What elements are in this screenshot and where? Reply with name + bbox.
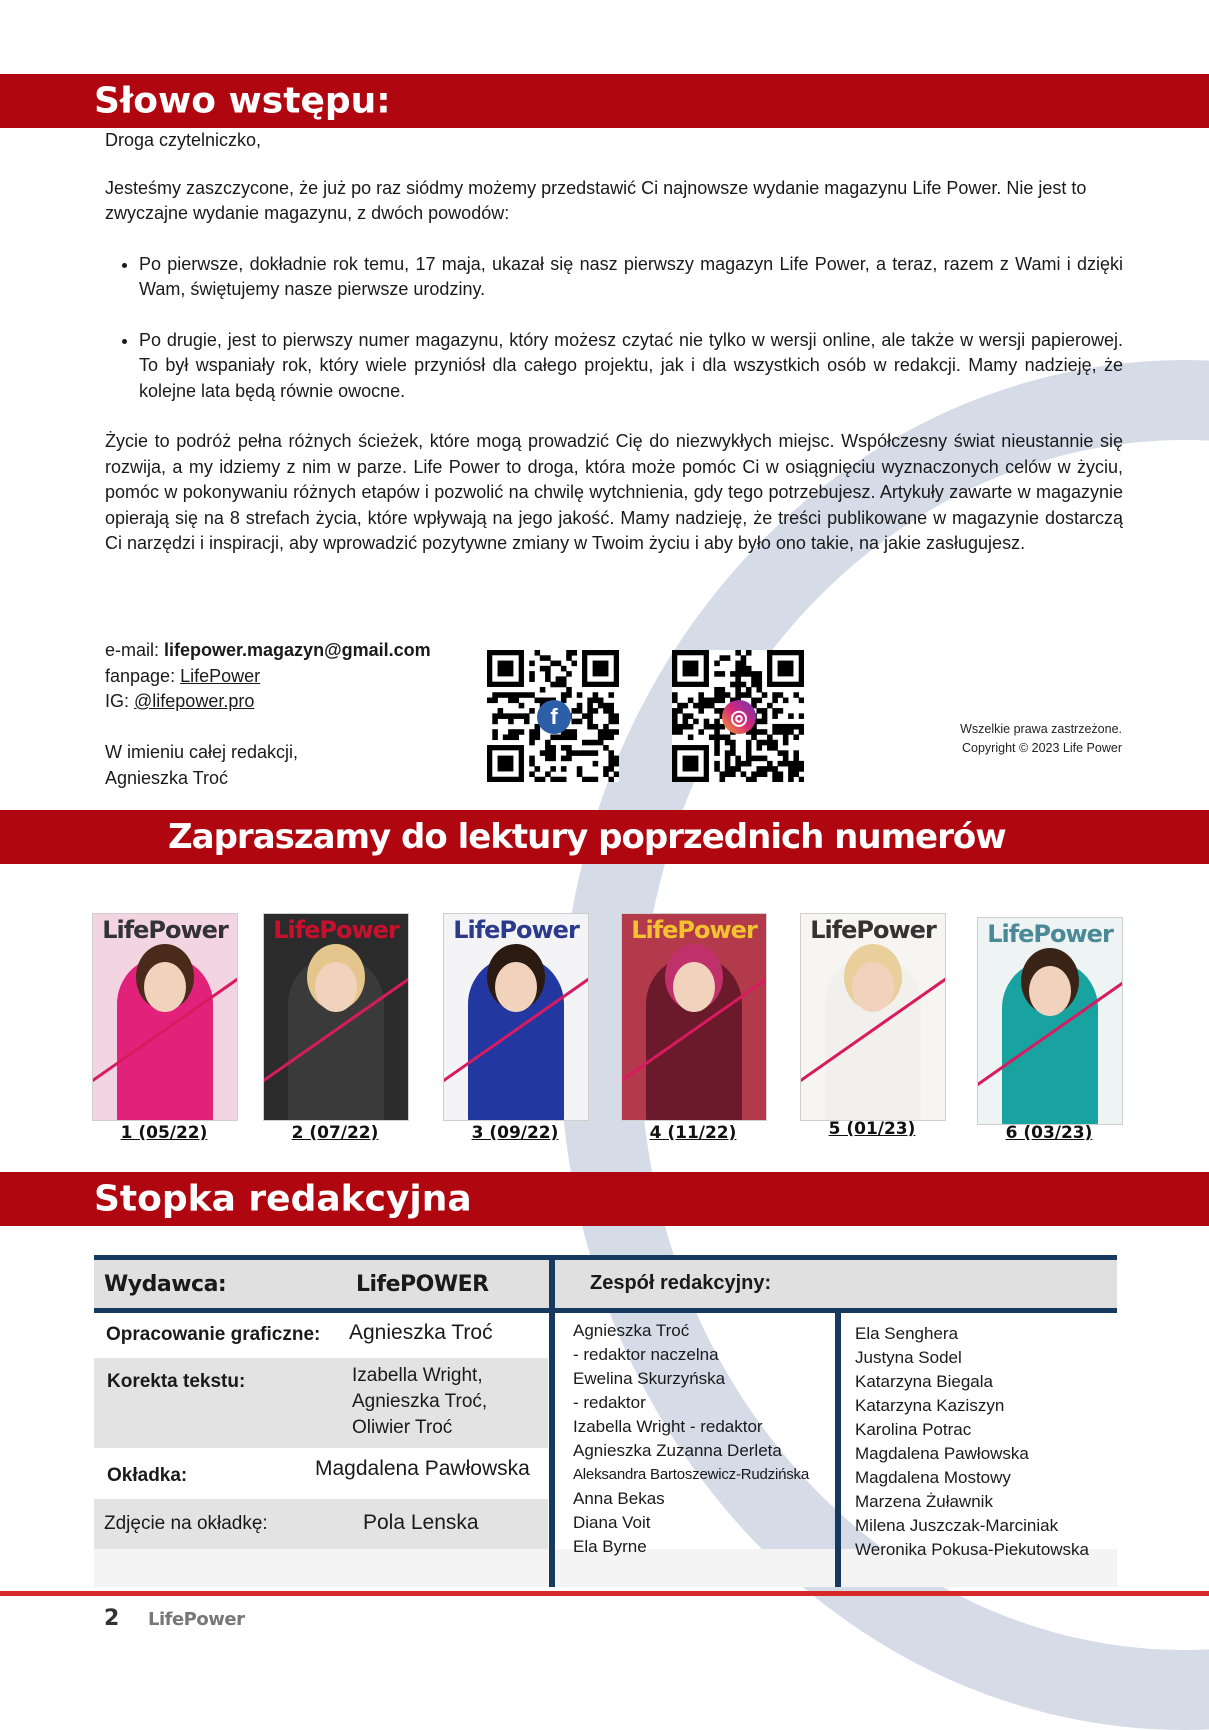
intro-paragraph-2: Życie to podróż pełna różnych ścieżek, które mogą prowadzić Cię do niezwykłych miejsc. Współczesny świat nieustannie się rozwija, a my idziemy z nim w parze. Life Power to droga, która może pomóc Ci w osiągnięciu wyznaczonych celów w życiu, pomóc w pokonywaniu różnych etapów i pozwolić na chwilę wytchnienia, gdy tego potrzebujesz. Artykuły zawarte w magazynie opierają się na 8 strefach życia, które wpływają na jego jakość. Mamy nadzieję, że treści publikowane w magazynie dostarczą Ci narzędzi i inspiracji, aby wprowadzić pozytywne zmiany w Twoim życiu i aby było ono takie, na jakie zasługujesz. [105,431,1123,553]
publisher-value: LifePOWER [356,1272,489,1297]
cover-logo: LifePower [453,916,579,944]
page-number: 2 [104,1606,120,1631]
column-divider [549,1260,555,1587]
intro-bullet-list [105,252,1123,405]
issue-cover[interactable] [977,917,1123,1125]
cover-face [1029,966,1071,1016]
ig-link[interactable]: @lifepower.pro [134,691,255,711]
intro-bullet-1: • Po pierwsze, dokładnie rok temu, 17 maja, ukazał się nasz pierwszy magazyn Life Power, a teraz, razem z Wami i dzięki Wam, świętujemy nasze pierwsze urodziny. [139,252,1123,303]
fanpage-label: fanpage: [105,665,181,686]
proof-person: Oliwier Troć [352,1417,453,1438]
cover-face [495,962,537,1012]
cover-face [673,962,715,1012]
proof-values [352,1363,487,1441]
cover-face [315,962,357,1012]
cover-logo: LifePower [102,916,228,944]
team-member: Diana Voit [573,1513,651,1532]
team-member: Magdalena Pawłowska [855,1444,1029,1463]
issue-label[interactable]: 4 (11/22) [649,1123,737,1143]
email-link[interactable]: lifepower.magazyn@gmail.com [164,640,431,660]
fanpage-link[interactable]: LifePower [180,665,261,686]
rights-line-1: Wszelkie prawa zastrzeżone. [960,722,1122,736]
cover-label: Okładka: [107,1465,188,1486]
signoff-line-1: W imieniu całej redakcji, [105,742,299,762]
credits-table [94,1255,1117,1587]
team-member: Agnieszka Zuzanna Derleta [573,1441,782,1460]
cover-logo: LifePower [273,916,399,944]
team-member: Karolina Potrac [855,1420,972,1439]
instagram-qr-code[interactable] [672,650,804,782]
team-member: Milena Juszczak-Marciniak [855,1516,1059,1535]
greeting: Droga czytelniczko, [105,130,262,150]
ig-label: IG: [105,691,135,711]
team-column-1 [573,1319,809,1559]
team-column-2 [855,1322,1089,1562]
table-header-line [94,1308,1117,1313]
cover-face [852,962,894,1012]
team-member: Anna Bekas [573,1489,665,1508]
graphics-value: Agnieszka Troć [349,1321,493,1344]
photo-label: Zdjęcie na okładkę: [104,1513,268,1534]
cover-logo: LifePower [987,920,1113,948]
intro-text [105,128,1123,582]
contact-block [105,638,431,715]
archive-heading-banner [0,810,1209,864]
facebook-icon: f [537,700,571,734]
column-divider [835,1313,841,1587]
team-member: Aleksandra Bartoszewicz-Rudzińska [573,1466,810,1483]
proof-label: Korekta tekstu: [107,1371,246,1392]
team-label: Zespół redakcyjny: [590,1272,772,1294]
issue-label[interactable]: 3 (09/22) [471,1123,559,1143]
intro-paragraph-1: Jesteśmy zaszczycone, że już po raz siódmy możemy przedstawić Ci najnowsze wydanie magazynu Life Power. Nie jest to zwyczajne wydanie magazynu, z dwóch powodów: [105,177,1087,223]
team-member: Marzena Żuławnik [855,1492,993,1511]
footer-line [0,1591,1209,1596]
rights-line-2: Copyright © 2023 Life Power [962,741,1122,755]
team-member: Katarzyna Kaziszyn [855,1396,1005,1415]
team-member: Weronika Pokusa-Piekutowska [855,1540,1090,1559]
issue-cover[interactable] [800,913,946,1121]
facebook-qr-code[interactable] [487,650,619,782]
team-member: Ewelina Skurzyńska [573,1369,726,1388]
issue-label[interactable]: 6 (03/23) [1005,1123,1093,1143]
intro-heading: Słowo wstępu: [94,80,391,122]
instagram-icon: ◎ [722,700,756,734]
issue-cover[interactable] [443,913,589,1121]
archive-heading: Zapraszamy do lektury poprzednich numerów [168,817,1006,857]
issue-cover[interactable] [92,913,238,1121]
intro-bullet-2: • Po drugie, jest to pierwszy numer magazynu, który możesz czytać nie tylko w wersji online, ale także w wersji papierowej. To był wspaniały rok, który wiele przyniósł dla całego projektu, jak i dla wszystkich osób w redakcji. Mamy nadzieję, że kolejne lata będą równie owocne. [139,328,1123,405]
team-member: Justyna Sodel [855,1348,962,1367]
copyright-note [960,720,1122,758]
photo-value: Pola Lenska [363,1511,479,1534]
team-member: Magdalena Mostowy [855,1468,1011,1487]
team-member: - redaktor [573,1393,646,1412]
proof-person: Agnieszka Troć, [352,1391,488,1412]
publisher-label: Wydawca: [104,1272,227,1297]
team-member: Ela Byrne [573,1537,647,1556]
footer-logo: LifePower [148,1609,245,1630]
issue-label[interactable]: 2 (07/22) [291,1123,379,1143]
issue-label[interactable]: 5 (01/23) [828,1119,916,1139]
graphics-label: Opracowanie graficzne: [106,1324,321,1345]
credits-heading: Stopka redakcyjna [94,1178,472,1220]
issue-label[interactable]: 1 (05/22) [120,1123,208,1143]
signoff-line-2: Agnieszka Troć [105,767,229,788]
team-member: Izabella Wright - redaktor [573,1417,763,1436]
signoff [105,740,298,791]
intro-heading-banner [0,74,1209,128]
team-member: Agnieszka Troć [573,1321,690,1340]
issue-cover[interactable] [263,913,409,1121]
issue-cover[interactable] [621,913,767,1121]
cover-value: Magdalena Pawłowska [315,1457,530,1480]
proof-person: Izabella Wright, [352,1365,483,1386]
credits-heading-banner [0,1172,1209,1226]
team-member: Ela Senghera [855,1324,959,1343]
email-label: e-mail: [105,640,165,660]
team-member: - redaktor naczelna [573,1345,719,1364]
cover-logo: LifePower [810,916,936,944]
cover-logo: LifePower [631,916,757,944]
cover-face [144,962,186,1012]
team-member: Katarzyna Biegala [855,1372,993,1391]
